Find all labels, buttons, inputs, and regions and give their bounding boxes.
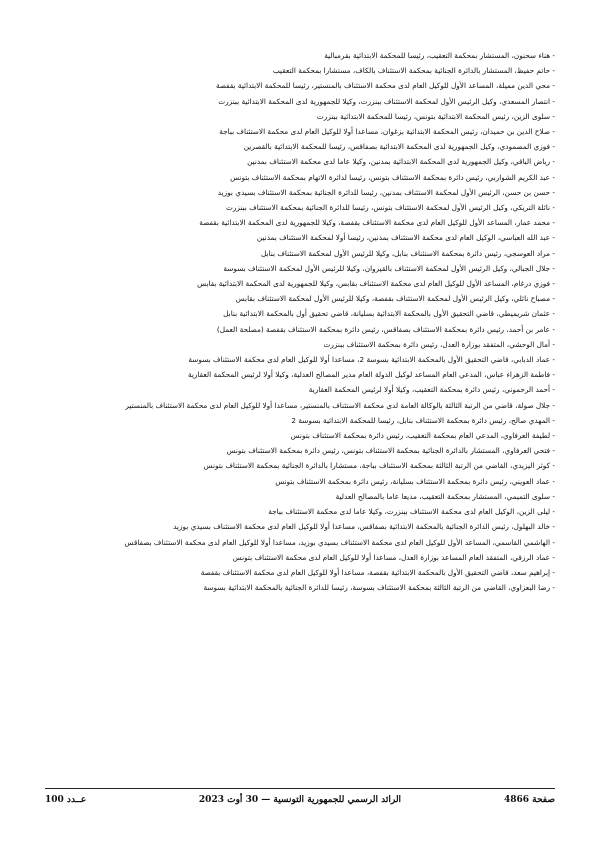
- list-item: [55, 428, 555, 443]
- list-item: [55, 322, 555, 337]
- gazette-title: الرائد الرسمي للجمهورية التونسية — 30 أوت 2023: [198, 795, 402, 805]
- bullet-dash: -: [550, 491, 555, 501]
- list-item-text: سلوى الزين، رئيس المحكمة الابتدائية بتونس، رئيسا للمحكمة الابتدائية ببنزرت: [316, 111, 551, 121]
- list-item-text: عبد الله العباسي، الوكيل العام لدى محكمة الاستئناف بمدنين، رئيسا أولا لمحكمة الاستئناف بمدنين: [256, 233, 551, 243]
- bullet-dash: -: [550, 567, 555, 577]
- list-item: [55, 382, 555, 397]
- bullet-dash: -: [550, 507, 555, 517]
- list-item: [55, 109, 555, 124]
- list-item: [55, 489, 555, 504]
- list-item-text: صلاح الدين بن حميدان، رئيس المحكمة الابتدائية بزغوان، مساعدا أولا للوكيل العام لدى محكمة الاستئناف بباجة: [219, 127, 551, 137]
- list-item: [55, 154, 555, 169]
- list-item: [55, 63, 555, 78]
- bullet-dash: -: [550, 81, 555, 91]
- footer-rule: [45, 788, 555, 789]
- page-footer: [45, 795, 555, 811]
- list-item: [55, 352, 555, 367]
- list-item: [55, 170, 555, 185]
- list-item: [55, 276, 555, 291]
- list-item: [55, 215, 555, 230]
- bullet-dash: -: [550, 309, 555, 319]
- list-item-text: جلال الجبالي، وكيل الرئيس الأول لمحكمة الاستئناف بالقيروان، وكيلا للرئيس الأول لمحكمة الاستئناف بسوسة: [223, 263, 551, 273]
- bullet-dash: -: [550, 142, 555, 152]
- list-item-text: عامر بن أحمد، رئيس دائرة بمحكمة الاستئناف بصفاقس، رئيس دائرة بمحكمة الاستئناف بقفصة (مصلحة العمل): [216, 324, 551, 334]
- bullet-dash: -: [550, 96, 555, 106]
- bullet-dash: -: [550, 218, 555, 228]
- list-item: [55, 94, 555, 109]
- bullet-dash: -: [550, 279, 555, 289]
- list-item-text: محي الدين مميلة، المساعد الأول للوكيل العام لدى محكمة الاستئناف بالمنستير، رئيسا للمحكمة الابتدائية بقفصة: [215, 81, 551, 91]
- list-item-text: فاطمة الزهراء عباس، المدعي العام المساعد لوكيل الدولة العام مدير المصالح العدلية، وكيلا أولا لرئيس المحكمة العقارية: [187, 370, 551, 380]
- list-item-text: محمد عمار، المساعد الأول للوكيل العام لدى محكمة الاستئناف بقفصة، وكيلا للجمهورية لدى المحكمة الابتدائية بقفصة: [199, 218, 551, 228]
- bullet-dash: -: [550, 127, 555, 137]
- list-item: [55, 367, 555, 382]
- list-item-text: جلال صولة، قاضي من الرتبة الثالثة بالوكالة العامة لدى محكمة الاستئناف بالمنستير، مساعدا أولا للوكيل العام لدى محكمة الاستئناف بالمنستير: [125, 400, 551, 410]
- bullet-dash: -: [550, 400, 555, 410]
- list-item: [55, 474, 555, 489]
- list-item: [55, 124, 555, 139]
- bullet-dash: -: [550, 552, 555, 562]
- list-item-text: كوثر اليزيدي، القاضي من الرتبة الثالثة بمحكمة الاستئناف بباجة، مستشارا بالدائرة الجنائية بمحكمة الاستئناف بتونس: [203, 461, 551, 471]
- bullet-dash: -: [550, 355, 555, 365]
- list-item: [55, 337, 555, 352]
- issue-number: عــدد 100: [45, 795, 87, 805]
- bullet-dash: -: [550, 51, 555, 60]
- list-item: [55, 535, 555, 550]
- list-item: [55, 458, 555, 473]
- bullet-dash: -: [550, 203, 555, 213]
- bullet-dash: -: [550, 294, 555, 304]
- bullet-dash: -: [550, 461, 555, 471]
- bullet-dash: -: [550, 233, 555, 243]
- bullet-dash: -: [550, 339, 555, 349]
- list-item: [55, 291, 555, 306]
- list-item-text: عماد العويني، رئيس دائرة بمحكمة الاستئناف بسليانة، رئيس دائرة بمحكمة الاستئناف بتونس: [275, 476, 551, 486]
- list-item-text: سلوى التميمي، المستشار بمحكمة التعقيب، مديعا عاما بالمصالح العدلية: [335, 491, 551, 501]
- page-number: صفحة 4866: [503, 795, 555, 805]
- list-item-text: رضا البعزاوي، القاضي من الرتبة الثالثة بمحكمة الاستئناف بسوسة، رئيسا للدائرة الجنائية بالمحكمة الابتدائية بسوسة: [203, 583, 551, 593]
- list-item-text: ليلى الزين، الوكيل العام لدى محكمة الاستئناف ببنزرت، وكيلا عاما لدى محكمة الاستئناف بباجة: [268, 507, 551, 517]
- list-item-text: الهاشمي القاسمي، المساعد الأول للوكيل العام لدى محكمة الاستئناف بسيدي بوزيد، مساعدا أولا للوكيل العام لدى محكمة الاستئناف بصفاقس: [124, 537, 551, 547]
- list-item-text: حاتم حفيظ، المستشار بالدائرة الجنائية بمحكمة الاستئناف بالكاف، مستشارا بمحكمة التعقيب: [272, 66, 551, 76]
- list-item-text: عماد الرزقي، المتفقد العام المساعد بوزارة العدل، مساعدا أولا للوكيل العام لدى محكمة الاستئناف بتونس: [232, 552, 551, 562]
- bullet-dash: -: [550, 172, 555, 182]
- list-item-text: انتصار المسعدي، وكيل الرئيس الأول لمحكمة الاستئناف ببنزرت، وكيلا للجمهورية لدى المحكمة الابتدائية ببنزرت: [218, 96, 551, 106]
- list-item: [55, 443, 555, 458]
- bullet-dash: -: [550, 263, 555, 273]
- list-item-text: خالد البهلول، رئيس الدائرة الجنائية بالمحكمة الابتدائية بصفاقس، مساعدا أولا للوكيل العام لدى محكمة الاستئناف بسيدي بوزيد: [173, 522, 551, 532]
- bullet-dash: -: [550, 157, 555, 167]
- list-item: [55, 398, 555, 413]
- list-item: [55, 550, 555, 565]
- bullet-dash: -: [550, 415, 555, 425]
- list-item: [55, 185, 555, 200]
- list-item: [55, 78, 555, 93]
- bullet-dash: -: [550, 248, 555, 258]
- bullet-dash: -: [550, 583, 555, 593]
- list-item-text: إبراهيم سعد، قاضي التحقيق الأول بالمحكمة الابتدائية بقفصة، مساعدا أولا للوكيل العام لدى محكمة الاستئناف بقفصة: [200, 567, 551, 577]
- bullet-dash: -: [550, 385, 555, 395]
- bullet-dash: -: [550, 446, 555, 456]
- bullet-dash: -: [550, 66, 555, 76]
- list-item-text: فوزي المصمودي، وكيل الجمهورية لدى المحكمة الابتدائية بصفاقس، رئيسا للمحكمة الابتدائية بالقصرين: [243, 142, 551, 152]
- bullet-dash: -: [550, 537, 555, 547]
- bullet-dash: -: [550, 370, 555, 380]
- list-item: [55, 504, 555, 519]
- list-item-text: المهدي صالح، رئيس دائرة بمحكمة الاستئناف بنابل، رئيسا للمحكمة الابتدائية بسوسة 2: [291, 415, 551, 425]
- list-item: [55, 48, 555, 63]
- bullet-dash: -: [550, 187, 555, 197]
- list-item-text: رياض الباقي، وكيل الجمهورية لدى المحكمة الابتدائية بمدنين، وكيلا عاما لدى محكمة الاستئناف بمدنين: [247, 157, 551, 167]
- list-item-text: هناء سحنون، المستشار بمحكمة التعقيب، رئيسا للمحكمة الابتدائية بقرمبالية: [324, 51, 551, 60]
- list-item-text: أمال الوحشي، المتفقد بوزارة العدل، رئيس دائرة بمحكمة الاستئناف ببنزرت: [323, 339, 551, 349]
- bullet-dash: -: [550, 522, 555, 532]
- list-item: [55, 413, 555, 428]
- list-item: [55, 139, 555, 154]
- bullet-dash: -: [550, 324, 555, 334]
- list-item: [55, 230, 555, 245]
- appointment-list: [55, 48, 555, 595]
- list-item: [55, 580, 555, 595]
- list-item-text: أحمد الرحموني، رئيس دائرة بمحكمة التعقيب، وكيلا أولا لرئيس المحكمة العقارية: [308, 385, 551, 395]
- bullet-dash: -: [550, 431, 555, 441]
- list-item-text: فتحي العرفاوي، المستشار بالدائرة الجنائية بمحكمة الاستئناف بتونس، رئيس دائرة بمحكمة الاستئناف بتونس: [226, 446, 551, 456]
- list-item: [55, 306, 555, 321]
- list-item: [55, 519, 555, 534]
- list-item-text: عثمان شريميطي، قاضي التحقيق الأول بالمحكمة الابتدائية بسليانة، قاضي تحقيق أول بالمحكمة الابتدائية بنابل: [223, 309, 551, 319]
- list-item-text: مراد العوسجي، رئيس دائرة بمحكمة الاستئناف بنابل، وكيلا للرئيس الأول لمحكمة الاستئناف بنابل: [261, 248, 551, 258]
- list-item: [55, 261, 555, 276]
- list-item-text: عبد الكريم الشواربي، رئيس دائرة بمحكمة الاستئناف بتونس، رئيسا لدائرة الاتهام بمحكمة الاستئناف بتونس: [230, 172, 551, 182]
- list-item-text: نائلة التريكي، وكيل الرئيس الأول لمحكمة الاستئناف بتونس، رئيسا للدائرة الجنائية بمحكمة الاستئناف ببنزرت: [225, 203, 551, 213]
- list-item: [55, 565, 555, 580]
- bullet-dash: -: [550, 111, 555, 121]
- list-item-text: عماد الدبابي، قاضي التحقيق الأول بالمحكمة الابتدائية بسوسة 2، مساعدا أولا للوكيل العام لدى محكمة الاستئناف بسوسة: [188, 355, 551, 365]
- list-item-text: لطيفة العرفاوي، المدعي العام بمحكمة التعقيب، رئيس دائرة بمحكمة الاستئناف بتونس: [290, 431, 551, 441]
- list-item-text: مصباح نائلي، وكيل الرئيس الأول لمحكمة الاستئناف بقفصة، وكيلا للرئيس الأول لمحكمة الاستئناف بقابس: [235, 294, 551, 304]
- list-item-text: فوزي درغام، المساعد الأول للوكيل العام لدى محكمة الاستئناف بقابس، وكيلا للجمهورية لدى المحكمة الابتدائية بقابس: [197, 279, 551, 289]
- bullet-dash: -: [550, 476, 555, 486]
- list-item: [55, 200, 555, 215]
- list-item-text: حسن بن حسن، الرئيس الأول لمحكمة الاستئناف بمدنين، رئيسا للدائرة الجنائية بمحكمة الاستئناف بسيدي بوزيد: [217, 187, 551, 197]
- list-item: [55, 246, 555, 261]
